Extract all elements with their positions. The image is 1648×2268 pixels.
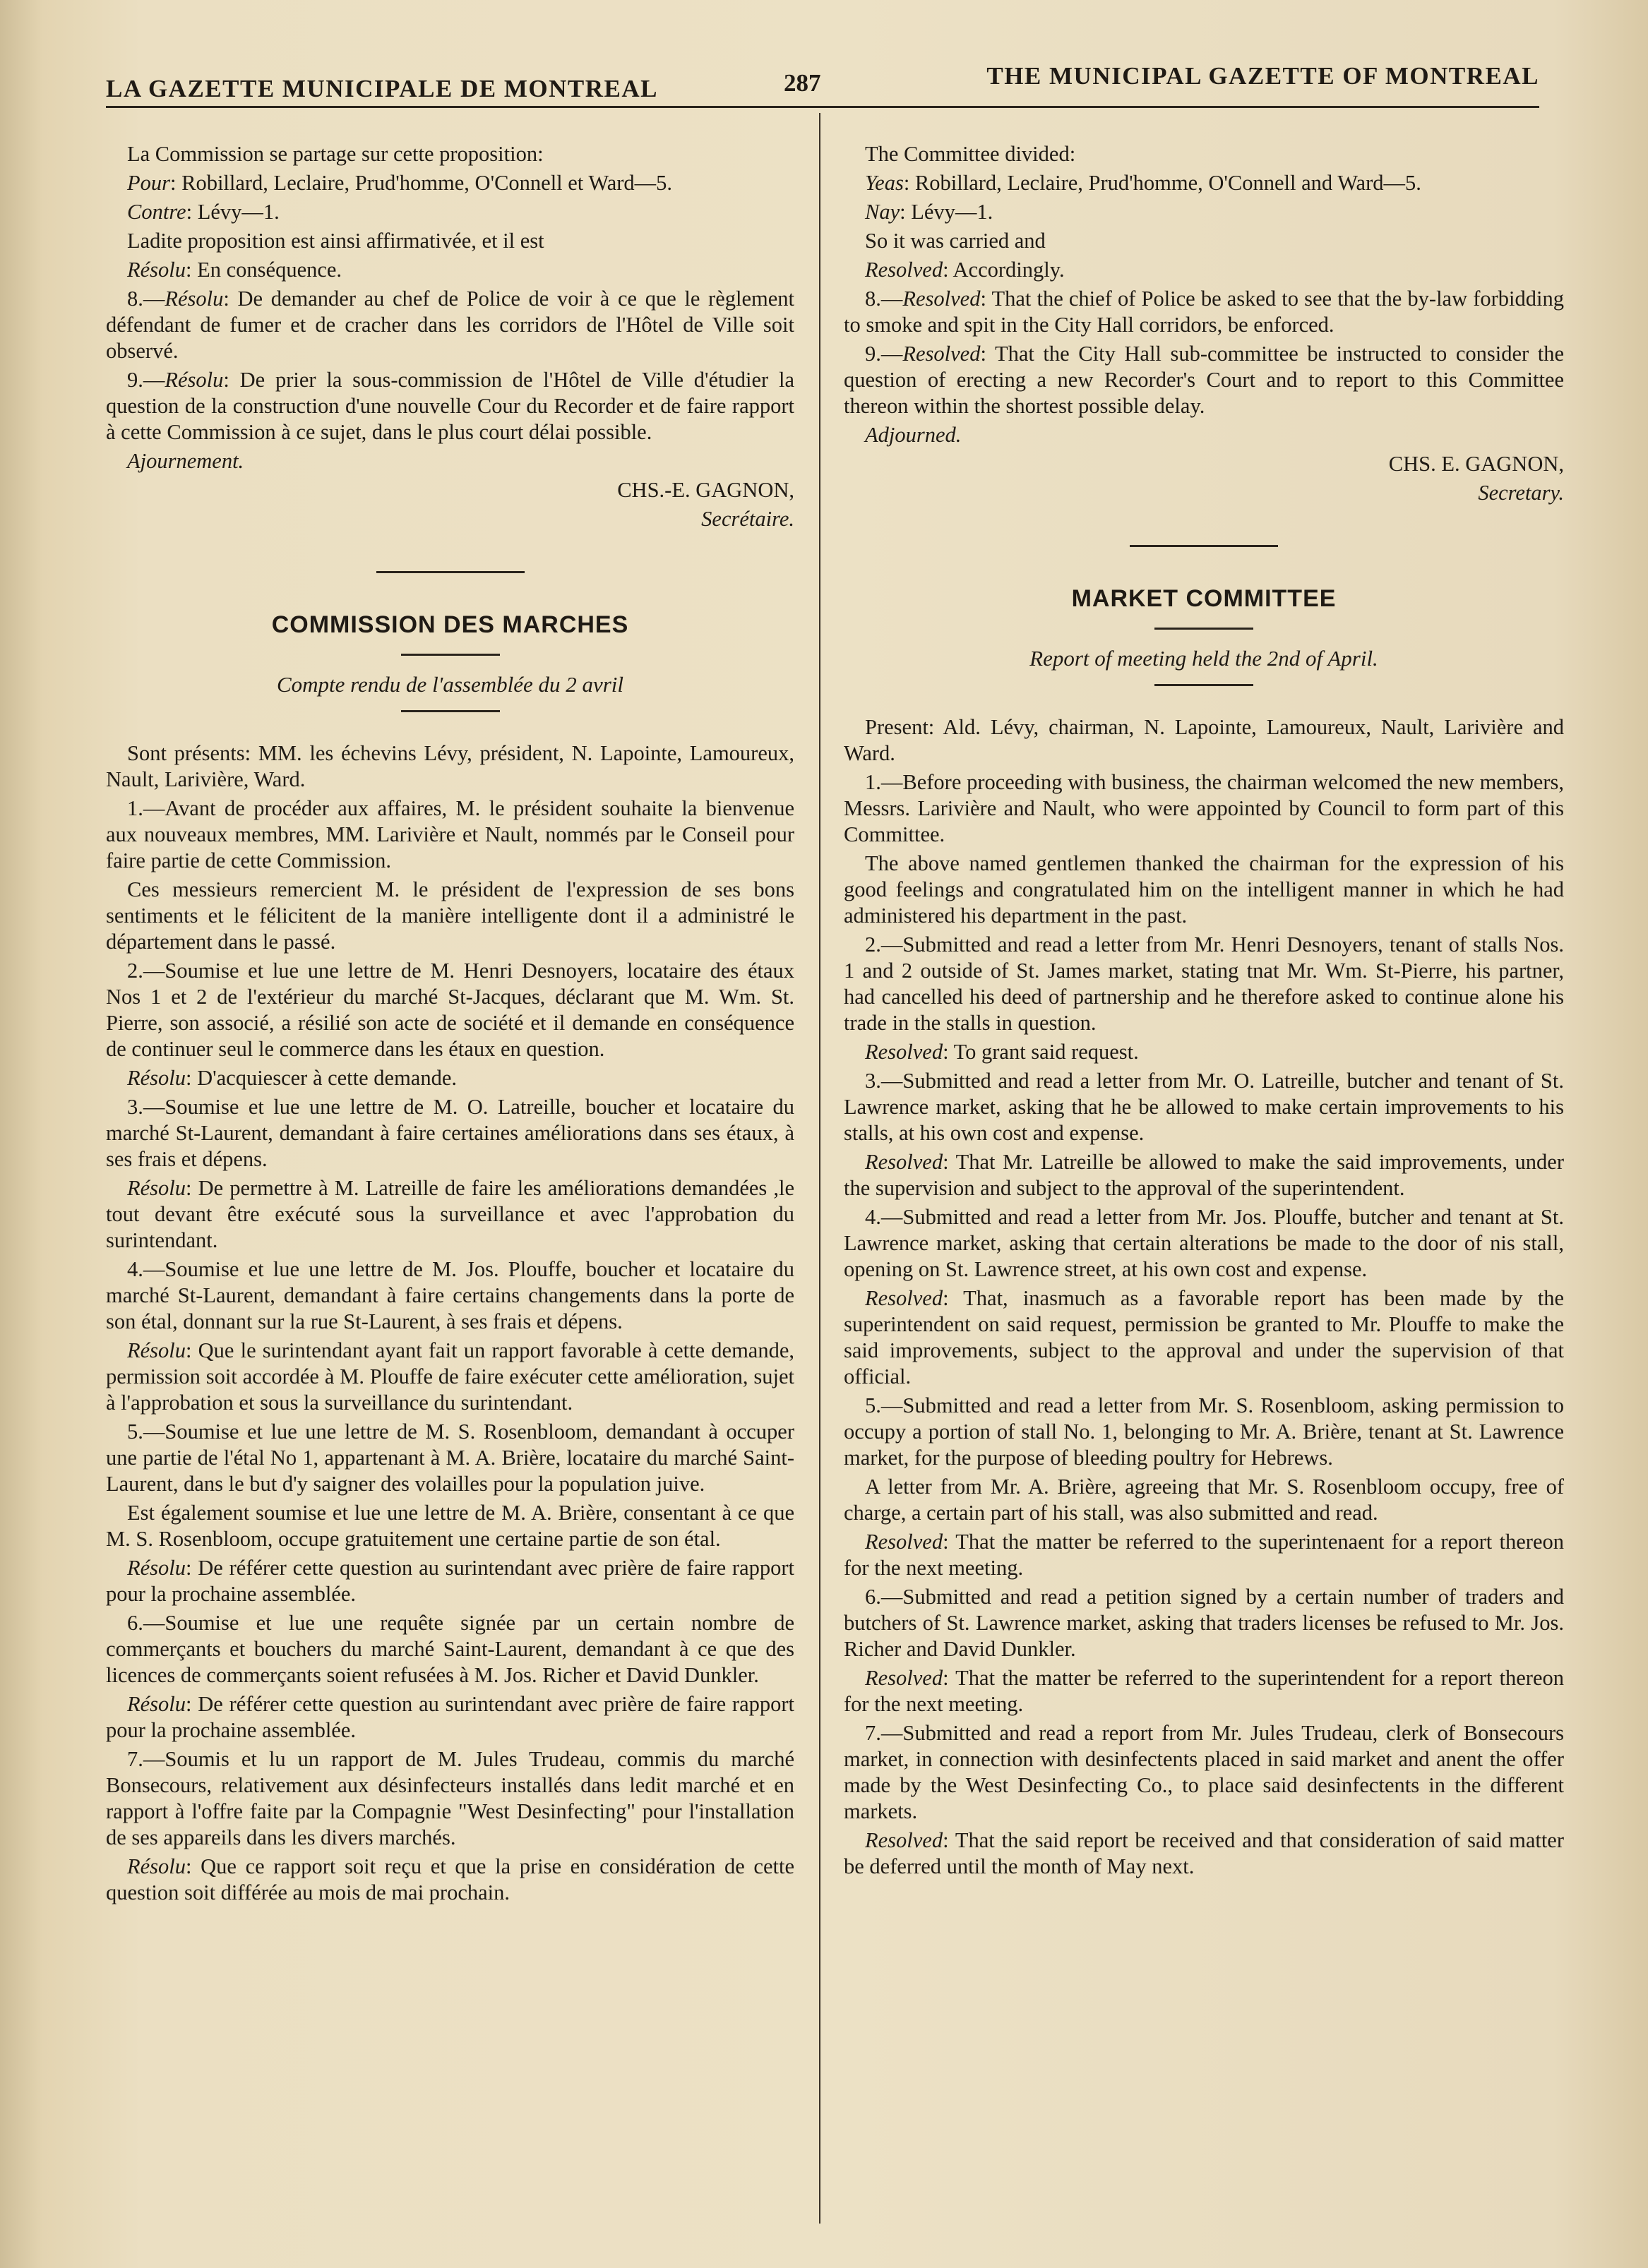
paragraph (106, 1175, 794, 1254)
header-title-french: LA GAZETTE MUNICIPALE DE MONTREAL (106, 75, 659, 102)
paragraph: 1.—Avant de procéder aux affaires, M. le président souhaite la bienvenue aux nouveaux membres, MM. Larivière et Nault, nommés par le Conseil pour faire partie de cette Commission. (106, 796, 794, 872)
paragraph (106, 1691, 794, 1744)
paragraph: 6.—Submitted and read a petition signed by a certain number of traders and butchers of St. Lawrence market, asking that traders licenses be refused to Mr. Jos. Richer and David Dunkler. (844, 1585, 1564, 1661)
resolution-text: : De permettre à M. Latreille de faire les améliorations demandées ,le tout devant être exécuté sous la surveillance et avec l'approbation du surintendant. (106, 1176, 794, 1252)
paragraph (106, 367, 794, 445)
paragraph: So it was carried and (865, 229, 1046, 253)
section-title: COMMISSION DES MARCHES (271, 611, 629, 638)
resolution-label: Résolu (165, 368, 224, 392)
paragraph: 6.—Soumise et lue une requête signée par un certain nombre de commerçants et bouchers du marché Saint-Laurent, demandant à ce que des licences de commerçants soient refusées à M. Jos. Richer et David Dunkler. (106, 1611, 794, 1687)
vote-label: Contre (127, 200, 186, 224)
paragraph: Present: Ald. Lévy, chairman, N. Lapointe, Lamoureux, Nault, Larivière and Ward. (844, 715, 1564, 765)
resolution-label: Resolved (865, 1040, 943, 1064)
resolution-label: Resolved (865, 258, 943, 282)
vote-text: : Lévy—1. (900, 200, 993, 224)
resolution-label: Résolu (127, 258, 186, 282)
resolution-text: : D'acquiescer à cette demande. (186, 1066, 458, 1090)
signature-name: CHS. E. GAGNON, (1388, 452, 1564, 476)
section-subtitle: Report of meeting held the 2nd of April. (1029, 646, 1378, 671)
paragraph: 2.—Submitted and read a letter from Mr. Henri Desnoyers, tenant of stalls Nos. 1 and 2 outside of St. James market, stating tnat Mr. Wm. St-Pierre, his partner, had cancelled his deed of partnership and he therefore asked to continue alone his trade in the stalls in question. (844, 932, 1564, 1035)
paragraph: A letter from Mr. A. Brière, agreeing that Mr. S. Rosenbloom occupy, free of charge, a certain part of his stall, was also submitted and read. (844, 1475, 1564, 1525)
paragraph: 7.—Submitted and read a report from Mr. Jules Trudeau, clerk of Bonsecours market, in connection with desinfectents placed in said market and anent the offer made by the West Desinfecting Co., to place said desinfectents in the different markets. (844, 1721, 1564, 1823)
adjournment: Adjourned. (865, 423, 962, 447)
resolution-label: Résolu (127, 1066, 186, 1090)
paragraph: 4.—Soumise et lue une lettre de M. Jos. Plouffe, boucher et locataire du marché St-Laurent, demandant à faire certains changements dans la porte de son étal, donnant sur la rue St-Laurent, à ses frais et dépens. (106, 1257, 794, 1333)
paragraph (844, 1665, 1564, 1717)
resolution-text: : De référer cette question au surintendant avec prière de faire rapport pour la prochaine assemblée. (106, 1692, 794, 1742)
paragraph (844, 257, 1564, 283)
paragraph: 4.—Submitted and read a letter from Mr. Jos. Plouffe, butcher and tenant at St. Lawrence market, asking that certain alterations be made to the door of nis stall, opening on St. Lawrence street, at his own cost and expense. (844, 1205, 1564, 1281)
resolution-text: : Que le surintendant ayant fait un rapport favorable à cette demande, permission soit accordée à M. Plouffe de faire exécuter cette amélioration, sujet à l'approbation et sous la surveillance du surintendant. (106, 1338, 794, 1415)
signature-name: CHS.-E. GAGNON, (617, 478, 794, 502)
paragraph: 7.—Soumis et lu un rapport de M. Jules Trudeau, commis du marché Bonsecours, relativement aux désinfecteurs installés dans ledit marché et en rapport à l'offre faite par la Compagnie "West Desinfecting" pour l'installation de ses appareils dans les divers marchés. (106, 1747, 794, 1849)
paragraph (106, 1555, 794, 1607)
column-divider (819, 113, 820, 2224)
vote-label: Nay (865, 200, 900, 224)
resolution-label: Resolved (865, 1666, 943, 1690)
paragraph (106, 1854, 794, 1906)
paragraph: The above named gentlemen thanked the chairman for the expression of his good feelings and congratulated him on the intelligent manner in which he had administered his department in the past. (844, 851, 1564, 928)
item-number: 8.— (865, 287, 903, 311)
resolution-label: Résolu (127, 1338, 186, 1362)
english-column (844, 141, 1564, 1883)
resolution-label: Resolved (865, 1530, 943, 1554)
resolution-label: Resolved (902, 287, 981, 311)
vote-text: : Lévy—1. (186, 200, 280, 224)
paragraph (844, 1529, 1564, 1581)
resolution-label: Résolu (127, 1556, 186, 1580)
resolution-text: : Accordingly. (943, 258, 1065, 282)
subtitle-rule (401, 710, 500, 712)
resolution-text: : De prier la sous-commission de l'Hôtel de Ville d'étudier la question de la construction d'une nouvelle Cour du Recorder et de faire rapport à cette Commission à ce sujet, dans le plus court délai possible. (106, 368, 794, 444)
resolution-text: : That Mr. Latreille be allowed to make the said improvements, under the supervision and subject to the approval of the superintendent. (844, 1150, 1564, 1200)
page-number: 287 (784, 69, 821, 97)
paragraph: 5.—Soumise et lue une lettre de M. S. Rosenbloom, demandant à occuper une partie de l'étal No 1, appartenant à M. A. Brière, locataire du marché Saint-Laurent, dans le but d'y saigner des volailles pour la population juive. (106, 1420, 794, 1496)
resolution-label: Resolved (902, 342, 981, 366)
paragraph: 5.—Submitted and read a letter from Mr. S. Rosenbloom, asking permission to occupy a portion of stall No. 1, belonging to Mr. A. Brière, tenant at St. Lawrence market, for the purpose of bleeding poultry for Hebrews. (844, 1393, 1564, 1470)
paragraph: Ladite proposition est ainsi affirmativée, et il est (127, 229, 544, 253)
paragraph: 3.—Submitted and read a letter from Mr. O. Latreille, butcher and tenant of St. Lawrence market, asking that he be allowed to make certain improvements to his stalls, at his own cost and expense. (844, 1069, 1564, 1145)
resolution-text: : That, inasmuch as a favorable report has been made by the superintendent on said request, permission be granted to Mr. Plouffe to make the said improvements, subject to the approval and under the supervision of that official. (844, 1286, 1564, 1388)
resolution-label: Resolved (865, 1150, 943, 1174)
paragraph: Sont présents: MM. les échevins Lévy, président, N. Lapointe, Lamoureux, Nault, Larivière, Ward. (106, 741, 794, 791)
vote-label: Pour (127, 171, 170, 195)
resolution-text: : That the matter be referred to the superintendent for a report thereon for the next meeting. (844, 1666, 1564, 1716)
paragraph (844, 170, 1564, 196)
adjournment: Ajournement. (127, 449, 244, 473)
resolution-label: Resolved (865, 1828, 943, 1852)
title-rule (1154, 628, 1253, 630)
paragraph: The Committee divided: (865, 142, 1076, 166)
resolution-text: : En conséquence. (186, 258, 342, 282)
paragraph (106, 170, 794, 196)
section-subtitle: Compte rendu de l'assemblée du 2 avril (276, 672, 624, 697)
paragraph (106, 1338, 794, 1416)
page-header (106, 62, 1539, 112)
item-number: 9.— (865, 342, 903, 366)
paragraph: La Commission se partage sur cette proposition: (127, 142, 544, 166)
paragraph (844, 199, 1564, 225)
resolution-label: Résolu (127, 1692, 186, 1716)
signature-title: Secretary. (1478, 481, 1564, 505)
paragraph (844, 1039, 1564, 1065)
paragraph (844, 341, 1564, 419)
signature-title: Secrétaire. (701, 507, 794, 531)
resolution-label: Résolu (127, 1854, 186, 1878)
paragraph (106, 199, 794, 225)
paragraph (106, 1065, 794, 1091)
resolution-text: : That the City Hall sub-committee be instructed to consider the question of erecting a new Recorder's Court and to report to this Committee thereon within the shortest possible delay. (844, 342, 1564, 418)
resolution-text: : That the matter be referred to the superintenaent for a report thereon for the next meeting. (844, 1530, 1564, 1580)
resolution-text: : To grant said request. (943, 1040, 1139, 1064)
resolution-text: : That the said report be received and that consideration of said matter be deferred until the month of May next. (844, 1828, 1564, 1878)
paragraph: Ces messieurs remercient M. le président de l'expression de ses bons sentiments et le félicitent de la manière intelligente dont il a administré le département dans le passé. (106, 877, 794, 954)
section-separator (1130, 545, 1278, 547)
item-number: 9.— (127, 368, 165, 392)
resolution-text: : That the chief of Police be asked to see that the by-law forbidding to smoke and spit in the City Hall corridors, be enforced. (844, 287, 1564, 337)
paragraph: 1.—Before proceeding with business, the chairman welcomed the new members, Messrs. Larivière and Nault, who were appointed by Council to form part of this Committee. (844, 770, 1564, 846)
title-rule (401, 654, 500, 656)
item-number: 8.— (127, 287, 165, 311)
resolution-text: : De référer cette question au surintendant avec prière de faire rapport pour la prochaine assemblée. (106, 1556, 794, 1606)
vote-label: Yeas (865, 171, 904, 195)
paragraph (106, 286, 794, 364)
resolution-label: Résolu (165, 287, 224, 311)
vote-text: : Robillard, Leclaire, Prud'homme, O'Connell et Ward—5. (170, 171, 673, 195)
paragraph: Est également soumise et lue une lettre de M. A. Brière, consentant à ce que M. S. Rosenbloom, occupe gratuitement une certaine partie de son étal. (106, 1501, 794, 1551)
french-column (106, 141, 794, 1909)
paragraph: 3.—Soumise et lue une lettre de M. O. Latreille, boucher et locataire du marché St-Laurent, demandant à faire certaines améliorations dans ses étaux, à ses frais et dépens. (106, 1095, 794, 1171)
header-rule (106, 106, 1539, 108)
section-separator (376, 571, 525, 573)
header-title-english: THE MUNICIPAL GAZETTE OF MONTREAL (986, 62, 1539, 90)
paragraph (844, 1285, 1564, 1390)
paragraph (844, 286, 1564, 338)
paragraph (844, 1149, 1564, 1201)
vote-text: : Robillard, Leclaire, Prud'homme, O'Connell and Ward—5. (903, 171, 1421, 195)
subtitle-rule (1154, 684, 1253, 686)
paragraph (844, 1828, 1564, 1880)
section-title: MARKET COMMITTEE (1071, 585, 1337, 612)
resolution-label: Résolu (127, 1176, 186, 1200)
resolution-text: : Que ce rapport soit reçu et que la prise en considération de cette question soit différée au mois de mai prochain. (106, 1854, 794, 1904)
resolution-label: Resolved (865, 1286, 943, 1310)
resolution-text: : De demander au chef de Police de voir à ce que le règlement défendant de fumer et de cracher dans les corridors de l'Hôtel de Ville soit observé. (106, 287, 794, 363)
paragraph: 2.—Soumise et lue une lettre de M. Henri Desnoyers, locataire des étaux Nos 1 et 2 de l'extérieur du marché St-Jacques, déclarant que M. Wm. St. Pierre, son associé, a résilié son acte de société et il demande en conséquence de continuer seul le commerce dans les étaux en question. (106, 959, 794, 1061)
paragraph (106, 257, 794, 283)
